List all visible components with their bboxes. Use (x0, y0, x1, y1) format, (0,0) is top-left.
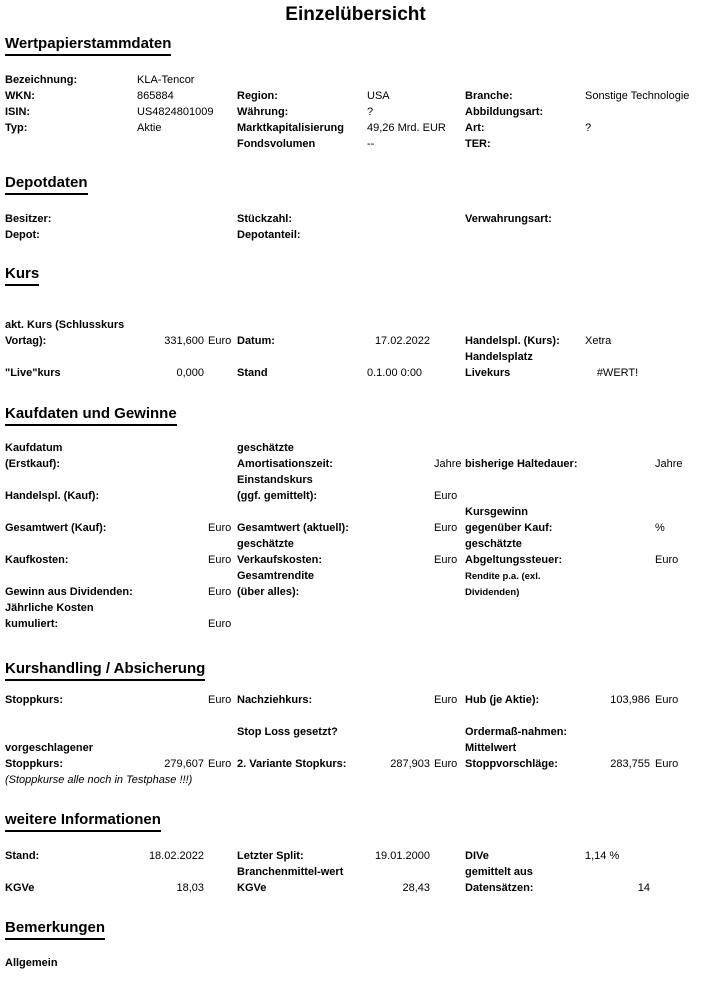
haltedauer-label: bisherige Haltedauer: (465, 458, 578, 470)
geschaetzte-label-1: geschätzte (237, 442, 294, 454)
hub-label: Hub (je Aktie): (465, 694, 540, 706)
branche-value: Sonstige Technologie (585, 90, 690, 102)
section-heading-kurs (5, 264, 706, 286)
row-typ-marktkap-art (5, 122, 706, 138)
row-stoppkurs-nachziehkurs-hub (5, 694, 706, 710)
fondsvolumen-label: Fondsvolumen (237, 138, 316, 150)
abgeltungssteuer-label: Abgeltungssteuer: (465, 554, 563, 566)
mittelwert-label: Mittelwert (465, 742, 517, 754)
row-kursgewinn-line1 (5, 506, 706, 522)
waehrung-label: Währung: (237, 106, 289, 118)
waehrung-value: ? (367, 106, 374, 118)
stand-value: 18.02.2022 (148, 850, 204, 862)
verkaufskosten-label: Verkaufskosten: (237, 554, 322, 566)
dive-value: 1,14 % (585, 850, 620, 862)
einstandskurs-label-line1: Einstandskurs (237, 474, 313, 486)
handelspl-kurs-value: Xetra (585, 335, 612, 347)
heading-text: Wertpapierstammdaten (5, 34, 171, 56)
vorgeschlagener-label-line1: vorgeschlagener (5, 742, 94, 754)
handelsplatz-label: Handelsplatz (465, 351, 533, 363)
kaufdatum-label-line2: (Erstkauf): (5, 458, 61, 470)
row-depot-depotanteil (5, 229, 706, 245)
letzter-split-label: Letzter Split: (237, 850, 304, 862)
section-depotdaten (5, 173, 706, 245)
stop-loss-gesetzt-label: Stop Loss gesetzt? (237, 726, 338, 738)
kaufdatum-label-line1: Kaufdatum (5, 442, 63, 454)
datum-value: 17.02.2022 (374, 335, 430, 347)
variante-stopkurs-value: 287,903 (390, 758, 430, 770)
jaehrliche-kosten-label-line2: kumuliert: (5, 618, 59, 630)
row-jaehrliche-kosten-line1 (5, 602, 706, 618)
row-akt-kurs-datum-handelspl (5, 335, 706, 351)
datensaetze-value: 14 (637, 882, 650, 894)
allgemein-label: Allgemein (5, 957, 58, 969)
stoppvorschlaege-value: 283,755 (610, 758, 650, 770)
row-livekurs-stand-livekurs (5, 367, 706, 383)
row-spacer (5, 710, 706, 726)
bezeichnung-value: KLA-Tencor (137, 74, 195, 86)
row-kgve-datensaetze (5, 882, 706, 898)
row-gewinn-dividenden (5, 586, 706, 602)
nachziehkurs-label: Nachziehkurs: (237, 694, 313, 706)
livekurs2-label: Livekurs (465, 367, 511, 379)
gesamtwert-kauf-unit: Euro (208, 522, 232, 534)
stoppkurs-label: Stoppkurs: (5, 694, 64, 706)
jaehrliche-kosten-unit: Euro (208, 618, 232, 630)
depot-label: Depot: (5, 229, 40, 241)
handelspl-kauf-label: Handelspl. (Kauf): (5, 490, 100, 502)
haltedauer-unit: Jahre (655, 458, 683, 470)
row-stand-split-dive (5, 850, 706, 866)
verwahrungsart-label: Verwahrungsart: (465, 213, 552, 225)
datum-label: Datum: (237, 335, 275, 347)
section-bemerkungen (5, 918, 706, 973)
hub-value: 103,986 (610, 694, 650, 706)
besitzer-label: Besitzer: (5, 213, 52, 225)
kgve-value: 18,03 (176, 882, 204, 894)
section-heading-weitere-informationen (5, 810, 706, 832)
vorgeschlagener-label-line2: Stoppkurs: (5, 758, 64, 770)
row-fondsvolumen-ter (5, 138, 706, 154)
row-kumuliert (5, 618, 706, 634)
row-einstandskurs-line1 (5, 474, 706, 490)
kaufkosten-label: Kaufkosten: (5, 554, 69, 566)
section-kurshandling-absicherung (5, 659, 706, 790)
heading-text: Bemerkungen (5, 918, 105, 940)
vorgeschlagener-stoppkurs-value: 279,607 (164, 758, 204, 770)
kgve-branchenmittel-value: 28,43 (402, 882, 430, 894)
depotanteil-label: Depotanteil: (237, 229, 301, 241)
gewinn-dividenden-label: Gewinn aus Dividenden: (5, 586, 133, 598)
kursgewinn-label-line1: Kursgewinn (465, 506, 528, 518)
gewinn-dividenden-unit: Euro (208, 586, 232, 598)
kgve-label: KGVe (5, 882, 35, 894)
section-heading-wertpapierstammdaten (5, 34, 706, 56)
gesamtrendite-label-line2: (über alles): (237, 586, 300, 598)
akt-kurs-label-line1: akt. Kurs (Schlusskurs (5, 319, 125, 331)
marktkapitalisierung-label: Marktkapitalisierung (237, 122, 344, 134)
hub-unit: Euro (655, 694, 679, 706)
abgeltungssteuer-unit: Euro (655, 554, 679, 566)
stoppvorschlaege-label: Stoppvorschläge: (465, 758, 558, 770)
row-erstkauf-amortisation-haltedauer (5, 458, 706, 474)
kgve-branchenmittel-label: KGVe (237, 882, 267, 894)
row-geschaetzte-2-3 (5, 538, 706, 554)
row-gesamtrendite-rendite (5, 570, 706, 586)
letzter-split-value: 19.01.2000 (374, 850, 430, 862)
section-wertpapierstammdaten (5, 34, 706, 154)
gesamtwert-aktuell-label: Gesamtwert (aktuell): (237, 522, 349, 534)
heading-text: Depotdaten (5, 173, 88, 195)
akt-kurs-label-line2: Vortag): (5, 335, 47, 347)
page-title: Einzelübersicht (285, 4, 426, 25)
handelspl-kurs-label: Handelspl. (Kurs): (465, 335, 560, 347)
heading-text: Kaufdaten und Gewinne (5, 404, 177, 426)
section-kaufdaten-und-gewinne (5, 404, 706, 634)
branche-label: Branche: (465, 90, 513, 102)
stoppvorschlaege-unit: Euro (655, 758, 679, 770)
row-vorgeschlagener-mittelwert (5, 742, 706, 758)
nachziehkurs-unit: Euro (434, 694, 458, 706)
dive-label: DIVe (465, 850, 489, 862)
row-besitzer-stueckzahl-verwahrungsart (5, 213, 706, 229)
geschaetzte-label-3: geschätzte (465, 538, 522, 550)
gesamtwert-kauf-label: Gesamtwert (Kauf): (5, 522, 107, 534)
marktkapitalisierung-value: 49,26 Mrd. EUR (367, 122, 446, 134)
row-kaufdatum-geschaetzte (5, 442, 706, 458)
art-value: ? (585, 122, 592, 134)
row-testphase-note (5, 774, 706, 790)
stoppkurs-unit: Euro (208, 694, 232, 706)
gesamtrendite-label-line1: Gesamtrendite (237, 570, 315, 582)
kaufkosten-unit: Euro (208, 554, 232, 566)
gemittelt-aus-label: gemittelt aus (465, 866, 533, 878)
row-isin-waehrung-abbildungsart (5, 106, 706, 122)
section-weitere-informationen (5, 810, 706, 898)
heading-text: Kurs (5, 264, 39, 286)
section-heading-bemerkungen (5, 918, 706, 940)
stand-label: Stand: (5, 850, 40, 862)
row-stoppkurs-variante-vorschlaege (5, 758, 706, 774)
variante-stopkurs-unit: Euro (434, 758, 458, 770)
verkaufskosten-unit: Euro (434, 554, 458, 566)
testphase-note: (Stoppkurse alle noch in Testphase !!!) (5, 774, 193, 786)
stand-label: Stand (237, 367, 268, 379)
row-handelspl-kauf-einstandskurs (5, 490, 706, 506)
region-label: Region: (237, 90, 278, 102)
art-label: Art: (465, 122, 485, 134)
fondsvolumen-value: -- (367, 138, 375, 150)
heading-text: weitere Informationen (5, 810, 161, 832)
section-heading-kaufdaten (5, 404, 706, 426)
kursgewinn-label-line2: gegenüber Kauf: (465, 522, 553, 534)
isin-value: US4824801009 (137, 106, 214, 118)
stueckzahl-label: Stückzahl: (237, 213, 293, 225)
geschaetzte-label-2: geschätzte (237, 538, 294, 550)
row-akt-kurs-line1 (5, 319, 706, 335)
abbildungsart-label: Abbildungsart: (465, 106, 544, 118)
wkn-value: 865884 (137, 90, 174, 102)
typ-value: Aktie (137, 122, 162, 134)
einstandskurs-unit: Euro (434, 490, 458, 502)
isin-label: ISIN: (5, 106, 31, 118)
section-heading-kurshandling (5, 659, 706, 681)
row-handelsplatz (5, 351, 706, 367)
akt-kurs-value: 331,600 (164, 335, 204, 347)
heading-text: Kurshandling / Absicherung (5, 659, 205, 681)
livekurs2-value: #WERT! (596, 367, 639, 379)
typ-label: Typ: (5, 122, 28, 134)
akt-kurs-unit: Euro (208, 335, 232, 347)
jaehrliche-kosten-label-line1: Jährliche Kosten (5, 602, 94, 614)
rendite-note-line2: Dividenden) (465, 587, 520, 598)
livekurs-label: "Live"kurs (5, 367, 61, 379)
datensaetze-label: Datensätzen: (465, 882, 534, 894)
row-stoploss-ordermass (5, 726, 706, 742)
branchenmittelwert-label: Branchenmittel-wert (237, 866, 344, 878)
amortisationszeit-unit: Jahre (434, 458, 462, 470)
row-kosten (5, 554, 706, 570)
vorgeschlagener-stoppkurs-unit: Euro (208, 758, 232, 770)
region-value: USA (367, 90, 390, 102)
amortisationszeit-label: Amortisationszeit: (237, 458, 333, 470)
section-kurs (5, 264, 706, 383)
ordermassnahmen-label: Ordermaß-nahmen: (465, 726, 568, 738)
gesamtwert-aktuell-unit: Euro (434, 522, 458, 534)
variante-stopkurs-label: 2. Variante Stopkurs: (237, 758, 347, 770)
row-branchenmittel-gemittelt (5, 866, 706, 882)
einstandskurs-label-line2: (ggf. gemittelt): (237, 490, 318, 502)
rendite-note-line1: Rendite p.a. (exl. (465, 571, 541, 582)
row-allgemein (5, 957, 706, 973)
section-heading-depotdaten (5, 173, 706, 195)
row-bezeichnung (5, 74, 706, 90)
kursgewinn-unit: % (655, 522, 665, 534)
livekurs-value: 0,000 (176, 367, 204, 379)
row-gesamtwert (5, 522, 706, 538)
row-wkn-region-branche (5, 90, 706, 106)
wkn-label: WKN: (5, 90, 35, 102)
bezeichnung-label: Bezeichnung: (5, 74, 78, 86)
stand-value: 0.1.00 0:00 (367, 367, 423, 379)
ter-label: TER: (465, 138, 491, 150)
